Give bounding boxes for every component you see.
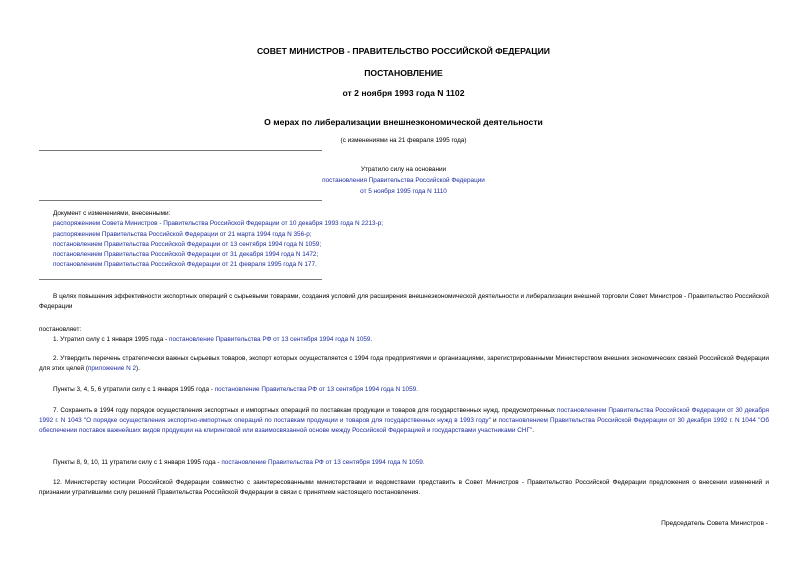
document-type: ПОСТАНОВЛЕНИЕ [364,68,443,78]
void-notice [0,164,807,197]
signature-line: Председатель Совета Министров - [661,520,768,527]
paragraph-1: 1. Утратил силу с 1 января 1995 года - постановление Правительства РФ от 13 сентября 1994 года N 1059. [53,336,373,343]
void-notice-link-date[interactable]: от 5 ноября 1995 года N 1110 [360,188,447,195]
void-notice-link[interactable]: постановления Правительства Российской Федерации [322,177,485,184]
paragraphs-3-6: Пункты 3, 4, 5, 6 утратили силу с 1 января 1995 года - постановление Правительства РФ от 13 сентября 1994 года N 1059. [53,386,418,393]
resolution-1043-link[interactable]: постановлением Правительства Российской Федерации от 30 декабря 1992 г. N 1043 "О порядке осуществления экспортно-импортных операций по поставкам продукции и товаров для государственных нужд в 1993 году" [39,407,769,425]
paragraph-12: 12. Министерству юстиции Российской Федерации совместно с заинтересованными министерствами и ведомствами представить в Совет Министров - Правительство Российской Федерации предложения о внесении изменений и признании утратившими силу решений Правительства Российской Федерации в связи с принятием настоящего постановления. [39,479,769,497]
document-date-number: от 2 ноября 1993 года N 1102 [342,88,465,98]
preamble-paragraph: В целях повышения эффективности экспортных операций с сырьевыми товарами, создания условий для расширения внешнеэкономической деятельности и либерализации внешней торговли Совет Министров - Правительство Российской Федерации [39,293,769,311]
amendment-link[interactable]: постановлением Правительства Российской Федерации от 31 декабря 1994 года N 1472; [53,251,319,259]
paragraphs-8-11: Пункты 8, 9, 10, 11 утратили силу с 1 января 1995 года - постановление Правительства РФ от 13 сентября 1994 года N 1059. [53,459,425,466]
document-title: О мерах по либерализации внешнеэкономической деятельности [264,117,543,127]
divider [39,150,322,151]
paragraph-7: 7. Сохранить в 1994 году порядок осуществления экспортных и импортных операций по поставкам продукции и товаров для государственных нужд, предусмотренных постановлением Правительства Российской Федерации от 30 декабря 1992 г. N 1043 "О порядке осуществления экспортно-импортных операций по поставкам продукции и товаров для государственных нужд в 1993 году" и постановлением Правительства Российской Федерации от 30 декабря 1992 г. N 1044 "Об обеспечении поставок важнейших видов продукции на клиринговой или взаимосвязанной основе между Российской Федерацией и государствами участниками СНГ". [39,407,769,435]
void-notice-text: Утратило силу на основании [360,166,447,173]
divider [39,200,322,201]
resolution-1044-link[interactable]: постановлением Правительства Российской Федерации от 30 декабря 1992 г. N 1044 "Об обеспечении поставок важнейших видов продукции на клиринговой или взаимосвязанной основе между Российской Федерацией и государствами участниками СНГ" [39,417,769,435]
paragraph-2: 2. Утвердить перечень стратегически важных сырьевых товаров, экспорт которых осуществляется с 1994 года предприятиями и организациями, зарегистрированными Министерством внешних экономических связей Российской Федерации для этих целей (приложение N 2). [39,355,769,373]
amendment-link[interactable]: постановлением Правительства Российской Федерации от 13 сентября 1994 года N 1059; [53,240,322,248]
amendments-list [53,209,383,271]
paragraphs-8-11-link[interactable]: постановление Правительства РФ от 13 сентября 1994 года N 1059. [221,459,425,466]
appendix-2-link[interactable]: приложение N 2 [87,365,137,373]
amendments-intro: Документ с изменениями, внесенными: [53,210,171,217]
paragraphs-3-6-link[interactable]: постановление Правительства РФ от 13 сентября 1994 года N 1059. [214,386,418,393]
decides-label: постановляет: [39,326,82,333]
divider [39,279,322,280]
amendment-note: (с изменениями на 21 февраля 1995 года) [340,137,467,144]
amendment-link[interactable]: распоряжением Совета Министров - Правительства Российской Федерации от 10 декабря 1993 года N 2213-р; [53,220,384,228]
issuing-authority: СОВЕТ МИНИСТРОВ - ПРАВИТЕЛЬСТВО РОССИЙСКОЙ ФЕДЕРАЦИИ [257,46,550,56]
amendment-link[interactable]: постановлением Правительства Российской Федерации от 21 февраля 1995 года N 177. [53,261,317,269]
paragraph-1-link[interactable]: постановление Правительства РФ от 13 сентября 1994 года N 1059. [168,336,373,343]
amendment-link[interactable]: распоряжением Правительства Российской Федерации от 21 марта 1994 года N 356-р; [53,230,312,238]
